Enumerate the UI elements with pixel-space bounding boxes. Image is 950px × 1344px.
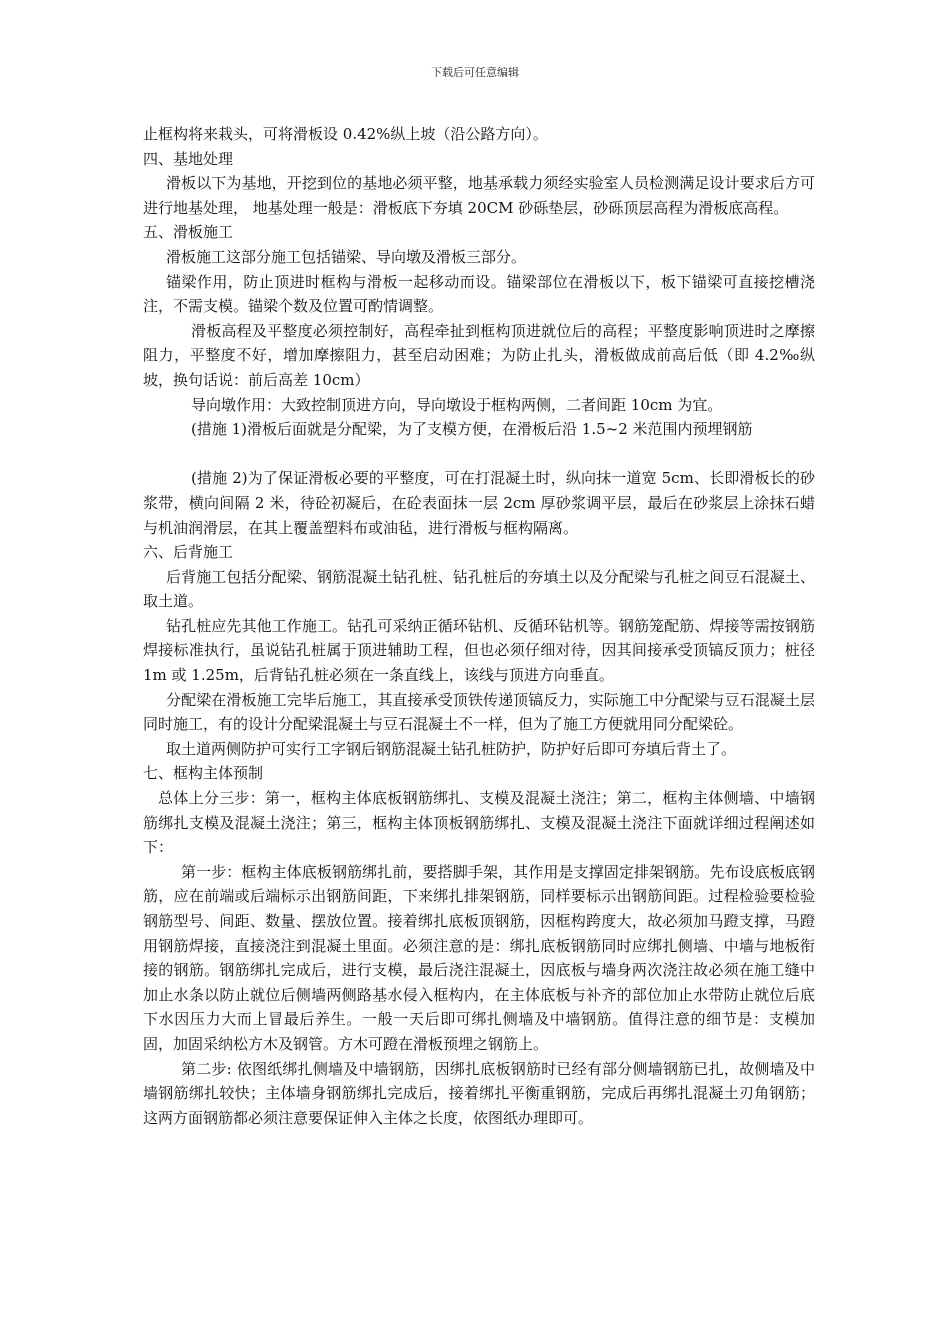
paragraph: 滑板施工这部分施工包括锚梁、导向墩及滑板三部分。 bbox=[166, 247, 527, 266]
paragraph: 滑板高程及平整度必须控制好，高程牵扯到框构顶进就位后的高程；平整度影响顶进时之摩擦阻力，平整度不好，增加摩擦阻力，甚至启动困难；为防止扎头，滑板做成前高后低（即 4.2‰纵坡，换句话说：前后高差 10cm） bbox=[143, 321, 815, 389]
paragraph: 导向墩作用：大致控制顶进方向，导向墩设于框构两侧，二者间距 10cm 为宜。 bbox=[191, 395, 723, 414]
blank-line bbox=[143, 442, 815, 467]
paragraph: 第二步: 依图纸绑扎侧墙及中墙钢筋，因绑扎底板钢筋时已经有部分侧墙钢筋已扎，故侧墙及中墙钢筋绑扎较快；主体墙身钢筋绑扎完成后，接着绑扎平衡重钢筋，完成后再绑扎混凝土刃角钢筋；这两方面钢筋都必须注意要保证伸入主体之长度，依图纸办理即可。 bbox=[143, 1059, 815, 1127]
page-header: 下载后可任意编辑 bbox=[431, 66, 519, 79]
paragraph: 总体上分三步：第一，框构主体底板钢筋绑扎、支模及混凝土浇注；第二，框构主体侧墙、中墙钢筋绑扎支模及混凝土浇注；第三，框构主体顶板钢筋绑扎、支模及混凝土浇注下面就详细过程阐述如下： bbox=[143, 789, 815, 857]
paragraph: 后背施工包括分配梁、钢筋混凝土钻孔桩、钻孔桩后的夯填土以及分配梁与孔桩之间豆石混凝土、取土道。 bbox=[143, 567, 815, 611]
paragraph: 滑板以下为基地，开挖到位的基地必须平整，地基承载力须经实验室人员检测满足设计要求后方可进行地基处理， 地基处理一般是：滑板底下夯填 20CM 砂砾垫层，砂砾顶层高程为滑板底高程。 bbox=[143, 174, 815, 217]
paragraph: 止框构将来栽头，可将滑板设 0.42%纵上坡（沿公路方向）。 bbox=[143, 125, 548, 143]
paragraph: 取土道两侧防护可实行工字钢后钢筋混凝土钻孔桩防护，防护好后即可夯填后背土了。 bbox=[166, 739, 737, 758]
section-heading: 四、基地处理 bbox=[143, 149, 234, 168]
paragraph: 钻孔桩应先其他工作施工。钻孔可采纳正循环钻机、反循环钻机等。钢筋笼配筋、焊接等需按钢筋焊接标准执行，虽说钻孔桩属于顶进辅助工程，但也必须仔细对待，因其间接承受顶镐反顶力；桩径 1m 或 1.25m，后背钻孔桩必须在一条直线上，该线与顶进方向垂直。 bbox=[143, 616, 815, 685]
document-body bbox=[143, 122, 815, 1130]
paragraph: 锚梁作用，防止顶进时框构与滑板一起移动而设。锚梁部位在滑板以下，板下锚梁可直接挖槽浇注，不需支模。锚梁个数及位置可酌情调整。 bbox=[143, 272, 815, 316]
paragraph: (措施 1)滑板后面就是分配梁，为了支模方便，在滑板后沿 1.5~2 米范围内预埋钢筋 bbox=[191, 420, 753, 439]
section-heading: 六、后背施工 bbox=[143, 543, 234, 562]
section-heading: 七、框构主体预制 bbox=[143, 764, 264, 783]
paragraph: 第一步：框构主体底板钢筋绑扎前，要搭脚手架，其作用是支撑固定排架钢筋。先布设底板底钢筋，应在前端或后端标示出钢筋间距，下来绑扎排架钢筋，同样要标示出钢筋间距。过程检验要检验钢筋型号、间距、数量、摆放位置。接着绑扎底板顶钢筋，因框构跨度大，故必须加马蹬支撑，马蹬用钢筋焊接，直接浇注到混凝土里面。必须注意的是：绑扎底板钢筋同时应绑扎侧墙、中墙与地板衔接的钢筋。钢筋绑扎完成后，进行支模，最后浇注混凝土，因底板与墙身两次浇注故必须在施工缝中加止水条以防止就位后侧墙两侧路基水侵入框构内，在主体底板与补齐的部位加止水带防止就位后底下水因压力大而上冒最后养生。一般一天后即可绑扎侧墙及中墙钢筋。值得注意的细节是：支模加固，加固采纳松方木及钢管。方木可蹬在滑板预埋之钢筋上。 bbox=[143, 862, 815, 1053]
paragraph: (措施 2)为了保证滑板必要的平整度，可在打混凝土时，纵向抹一道宽 5cm、长即滑板长的砂浆带，横向间隔 2 米，待砼初凝后，在砼表面抹一层 2cm 厚砂浆调平层，最后在砂浆层上涂抹石蜡与机油润滑层，在其上覆盖塑料布或油毡，进行滑板与框构隔离。 bbox=[143, 469, 815, 537]
section-heading: 五、滑板施工 bbox=[143, 223, 234, 242]
paragraph: 分配梁在滑板施工完毕后施工，其直接承受顶铁传递顶镐反力，实际施工中分配梁与豆石混凝土层同时施工，有的设计分配梁混凝土与豆石混凝土不一样，但为了施工方便就用同分配梁砼。 bbox=[143, 690, 815, 734]
